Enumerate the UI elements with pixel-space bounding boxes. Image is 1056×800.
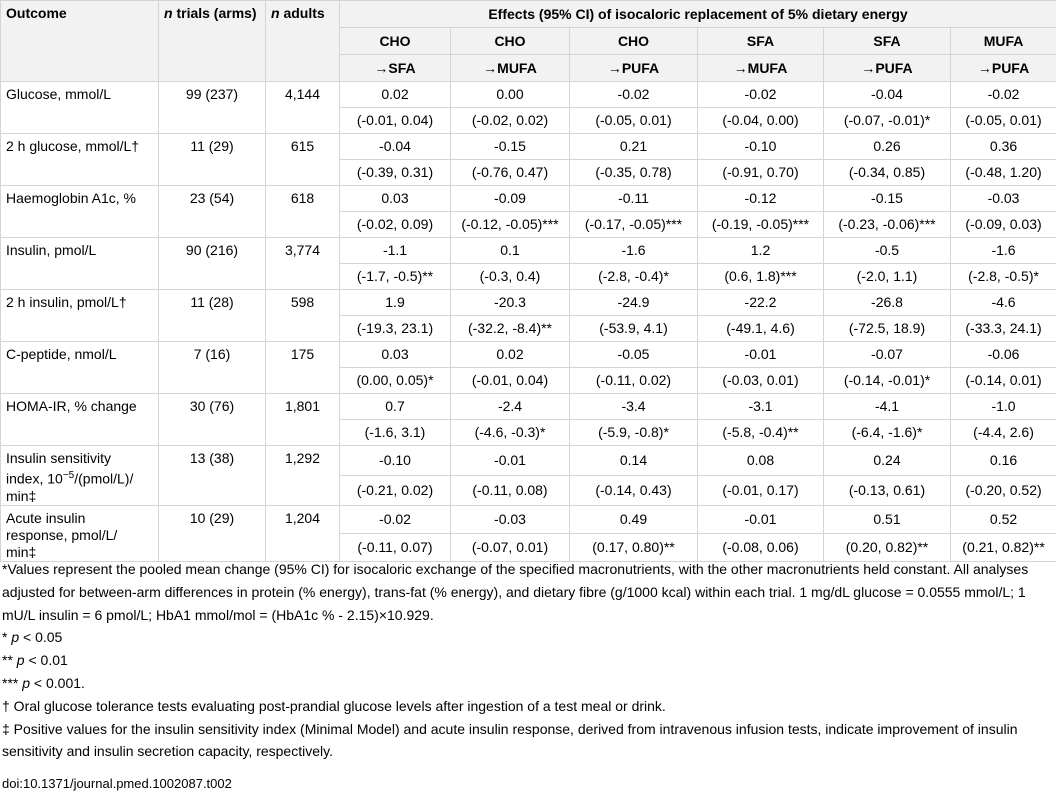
ci-cell: (-0.3, 0.4) xyxy=(451,264,570,290)
estimate-cell: -0.01 xyxy=(451,446,570,476)
table-row xyxy=(1,446,1056,476)
estimate-cell: 0.03 xyxy=(340,186,451,212)
doi-link[interactable]: doi:10.1371/journal.pmed.1002087.t002 xyxy=(2,776,232,791)
ci-cell: (-0.91, 0.70) xyxy=(698,160,824,186)
ci-cell: (-0.09, 0.03) xyxy=(951,212,1056,238)
ci-cell: (-2.8, -0.4)* xyxy=(570,264,698,290)
ci-cell: (0.21, 0.82)** xyxy=(951,533,1056,561)
n-adults-cell: 1,292 xyxy=(266,446,340,506)
ci-cell: (-0.23, -0.06)*** xyxy=(824,212,951,238)
estimate-cell: 0.26 xyxy=(824,134,951,160)
table-row xyxy=(1,186,1056,212)
header-outcome: Outcome xyxy=(1,1,159,82)
ci-cell: (-0.07, 0.01) xyxy=(451,533,570,561)
ci-cell: (-0.05, 0.01) xyxy=(570,108,698,134)
ci-cell: (-0.76, 0.47) xyxy=(451,160,570,186)
ci-cell: (-4.4, 2.6) xyxy=(951,420,1056,446)
estimate-cell: -0.01 xyxy=(698,342,824,368)
ci-cell: (-2.0, 1.1) xyxy=(824,264,951,290)
header-from: CHO xyxy=(451,28,570,55)
estimate-cell: -0.04 xyxy=(824,82,951,108)
estimate-cell: -0.02 xyxy=(340,505,451,533)
estimate-cell: -0.05 xyxy=(570,342,698,368)
estimate-cell: 0.21 xyxy=(570,134,698,160)
n-trials-cell: 23 (54) xyxy=(159,186,266,238)
estimate-cell: -0.07 xyxy=(824,342,951,368)
estimate-cell: 0.52 xyxy=(951,505,1056,533)
ci-cell: (-0.02, 0.09) xyxy=(340,212,451,238)
n-adults-cell: 1,204 xyxy=(266,505,340,561)
estimate-cell: -0.5 xyxy=(824,238,951,264)
estimate-cell: -4.1 xyxy=(824,394,951,420)
estimate-cell: -1.6 xyxy=(951,238,1056,264)
outcome-cell: 2 h insulin, pmol/L† xyxy=(1,290,159,342)
estimate-cell: 0.7 xyxy=(340,394,451,420)
ci-cell: (-49.1, 4.6) xyxy=(698,316,824,342)
estimate-cell: -26.8 xyxy=(824,290,951,316)
estimate-cell: 0.51 xyxy=(824,505,951,533)
estimate-cell: -20.3 xyxy=(451,290,570,316)
estimate-cell: -0.02 xyxy=(570,82,698,108)
outcome-cell: Insulin, pmol/L xyxy=(1,238,159,290)
table-row xyxy=(1,82,1056,108)
ci-cell: (-33.3, 24.1) xyxy=(951,316,1056,342)
ci-cell: (-0.05, 0.01) xyxy=(951,108,1056,134)
header-to: →MUFA xyxy=(698,55,824,82)
estimate-cell: 0.08 xyxy=(698,446,824,476)
ci-cell: (-32.2, -8.4)** xyxy=(451,316,570,342)
footnote-p001: *** p < 0.001. xyxy=(2,674,85,691)
estimate-cell: 0.1 xyxy=(451,238,570,264)
header-from: SFA xyxy=(824,28,951,55)
estimate-cell: -0.09 xyxy=(451,186,570,212)
estimate-cell: 0.14 xyxy=(570,446,698,476)
estimate-cell: -0.03 xyxy=(451,505,570,533)
ci-cell: (0.17, 0.80)** xyxy=(570,533,698,561)
footnote-p05: * p < 0.05 xyxy=(2,629,63,646)
ci-cell: (-0.14, -0.01)* xyxy=(824,368,951,394)
estimate-cell: -0.15 xyxy=(451,134,570,160)
ci-cell: (-0.02, 0.02) xyxy=(451,108,570,134)
footnote-main: *Values represent the pooled mean change (95% CI) for isocaloric exchange of the specified macronutrients, with the other macronutrients held constant. All analyses adjusted for between-arm differences in protein (% energy), trans-fat (% energy), and dietary fibre (g/1000 kcal) within each trial. 1 mg/dL glucose = 0.0555 mmol/L; 1 mU/L insulin = 6 pmol/L; HbA1 mmol/mol = (HbA1c % - 2.15)×10.929. xyxy=(2,561,1029,623)
ci-cell: (-0.35, 0.78) xyxy=(570,160,698,186)
estimate-cell: -0.04 xyxy=(340,134,451,160)
header-effects-title: Effects (95% CI) of isocaloric replacement of 5% dietary energy xyxy=(340,1,1056,28)
ci-cell: (-0.39, 0.31) xyxy=(340,160,451,186)
n-trials-cell: 99 (237) xyxy=(159,82,266,134)
ci-cell: (-0.01, 0.04) xyxy=(340,108,451,134)
ci-cell: (-0.19, -0.05)*** xyxy=(698,212,824,238)
header-to: →MUFA xyxy=(451,55,570,82)
estimate-cell: 0.02 xyxy=(451,342,570,368)
n-trials-cell: 11 (28) xyxy=(159,290,266,342)
header-to: →PUFA xyxy=(570,55,698,82)
estimate-cell: 0.49 xyxy=(570,505,698,533)
estimate-cell: 1.9 xyxy=(340,290,451,316)
table-row xyxy=(1,238,1056,264)
n-trials-cell: 7 (16) xyxy=(159,342,266,394)
estimate-cell: 0.24 xyxy=(824,446,951,476)
estimate-cell: -0.06 xyxy=(951,342,1056,368)
ci-cell: (-0.04, 0.00) xyxy=(698,108,824,134)
ci-cell: (-1.6, 3.1) xyxy=(340,420,451,446)
estimate-cell: -0.11 xyxy=(570,186,698,212)
ci-cell: (-0.34, 0.85) xyxy=(824,160,951,186)
estimate-cell: -4.6 xyxy=(951,290,1056,316)
estimate-cell: -0.10 xyxy=(698,134,824,160)
estimate-cell: 1.2 xyxy=(698,238,824,264)
estimate-cell: 0.03 xyxy=(340,342,451,368)
ci-cell: (-0.07, -0.01)* xyxy=(824,108,951,134)
header-n-trials: n trials (arms) xyxy=(159,1,266,82)
estimate-cell: -1.6 xyxy=(570,238,698,264)
n-adults-cell: 598 xyxy=(266,290,340,342)
ci-cell: (-1.7, -0.5)** xyxy=(340,264,451,290)
n-adults-cell: 4,144 xyxy=(266,82,340,134)
estimate-cell: -22.2 xyxy=(698,290,824,316)
ci-cell: (-5.8, -0.4)** xyxy=(698,420,824,446)
ci-cell: (-53.9, 4.1) xyxy=(570,316,698,342)
ci-cell: (-5.9, -0.8)* xyxy=(570,420,698,446)
n-adults-cell: 3,774 xyxy=(266,238,340,290)
ci-cell: (-0.13, 0.61) xyxy=(824,475,951,505)
estimate-cell: -3.1 xyxy=(698,394,824,420)
n-trials-cell: 90 (216) xyxy=(159,238,266,290)
estimate-cell: -0.10 xyxy=(340,446,451,476)
header-to: →SFA xyxy=(340,55,451,82)
estimate-cell: -1.0 xyxy=(951,394,1056,420)
ci-cell: (-0.14, 0.43) xyxy=(570,475,698,505)
table-row xyxy=(1,394,1056,420)
estimate-cell: 0.16 xyxy=(951,446,1056,476)
header-n-adults: n adults xyxy=(266,1,340,82)
header-from: SFA xyxy=(698,28,824,55)
estimate-cell: -0.02 xyxy=(698,82,824,108)
ci-cell: (-4.6, -0.3)* xyxy=(451,420,570,446)
estimate-cell: -0.15 xyxy=(824,186,951,212)
n-trials-cell: 30 (76) xyxy=(159,394,266,446)
n-adults-cell: 615 xyxy=(266,134,340,186)
ci-cell: (-0.11, 0.02) xyxy=(570,368,698,394)
outcome-cell: 2 h glucose, mmol/L† xyxy=(1,134,159,186)
ci-cell: (-0.01, 0.04) xyxy=(451,368,570,394)
ci-cell: (0.20, 0.82)** xyxy=(824,533,951,561)
outcome-cell: C-peptide, nmol/L xyxy=(1,342,159,394)
outcome-cell: Insulin sensitivity index, $10^{-5}/(pmol/L)/$ min‡ xyxy=(1,446,159,506)
outcome-cell: HOMA-IR, % change xyxy=(1,394,159,446)
estimate-cell: -0.03 xyxy=(951,186,1056,212)
header-to: →PUFA xyxy=(951,55,1056,82)
footnote-double-dagger: ‡ Positive values for the insulin sensitivity index (Minimal Model) and acute insulin response, derived from intravenous infusion tests, indicate improvement of insulin sensitivity and insulin secretion capacity, respectively. xyxy=(2,720,1018,760)
ci-cell: (-0.21, 0.02) xyxy=(340,475,451,505)
ci-cell: (-72.5, 18.9) xyxy=(824,316,951,342)
outcome-cell: Haemoglobin A1c, % xyxy=(1,186,159,238)
ci-cell: (0.00, 0.05)* xyxy=(340,368,451,394)
ci-cell: (0.6, 1.8)*** xyxy=(698,264,824,290)
estimate-cell: 0.02 xyxy=(340,82,451,108)
estimate-cell: -24.9 xyxy=(570,290,698,316)
outcome-cell: Acute insulin response, pmol/L/ min‡ xyxy=(1,505,159,561)
ci-cell: (-0.14, 0.01) xyxy=(951,368,1056,394)
footnote-p01: ** p < 0.01 xyxy=(2,652,68,669)
estimate-cell: 0.00 xyxy=(451,82,570,108)
n-adults-cell: 618 xyxy=(266,186,340,238)
n-trials-cell: 13 (38) xyxy=(159,446,266,506)
header-to: →PUFA xyxy=(824,55,951,82)
table-row xyxy=(1,505,1056,533)
estimate-cell: -0.12 xyxy=(698,186,824,212)
header-from: MUFA xyxy=(951,28,1056,55)
n-adults-cell: 1,801 xyxy=(266,394,340,446)
header-from: CHO xyxy=(340,28,451,55)
n-trials-cell: 11 (29) xyxy=(159,134,266,186)
ci-cell: (-0.11, 0.08) xyxy=(451,475,570,505)
ci-cell: (-0.01, 0.17) xyxy=(698,475,824,505)
ci-cell: (-0.03, 0.01) xyxy=(698,368,824,394)
table-row xyxy=(1,134,1056,160)
footnote-dagger: † Oral glucose tolerance tests evaluating post-prandial glucose levels after ingestion of a test meal or drink. xyxy=(2,697,666,714)
outcome-cell: Glucose, mmol/L xyxy=(1,82,159,134)
estimate-cell: 0.36 xyxy=(951,134,1056,160)
n-adults-cell: 175 xyxy=(266,342,340,394)
estimate-cell: -0.02 xyxy=(951,82,1056,108)
ci-cell: (-6.4, -1.6)* xyxy=(824,420,951,446)
ci-cell: (-0.12, -0.05)*** xyxy=(451,212,570,238)
table-row xyxy=(1,342,1056,368)
ci-cell: (-0.08, 0.06) xyxy=(698,533,824,561)
ci-cell: (-0.48, 1.20) xyxy=(951,160,1056,186)
ci-cell: (-0.20, 0.52) xyxy=(951,475,1056,505)
n-trials-cell: 10 (29) xyxy=(159,505,266,561)
estimate-cell: -2.4 xyxy=(451,394,570,420)
estimate-cell: -1.1 xyxy=(340,238,451,264)
ci-cell: (-0.17, -0.05)*** xyxy=(570,212,698,238)
table-footnotes xyxy=(2,558,1052,763)
ci-cell: (-2.8, -0.5)* xyxy=(951,264,1056,290)
header-from: CHO xyxy=(570,28,698,55)
estimate-cell: -3.4 xyxy=(570,394,698,420)
estimate-cell: -0.01 xyxy=(698,505,824,533)
ci-cell: (-19.3, 23.1) xyxy=(340,316,451,342)
ci-cell: (-0.11, 0.07) xyxy=(340,533,451,561)
table-row xyxy=(1,290,1056,316)
